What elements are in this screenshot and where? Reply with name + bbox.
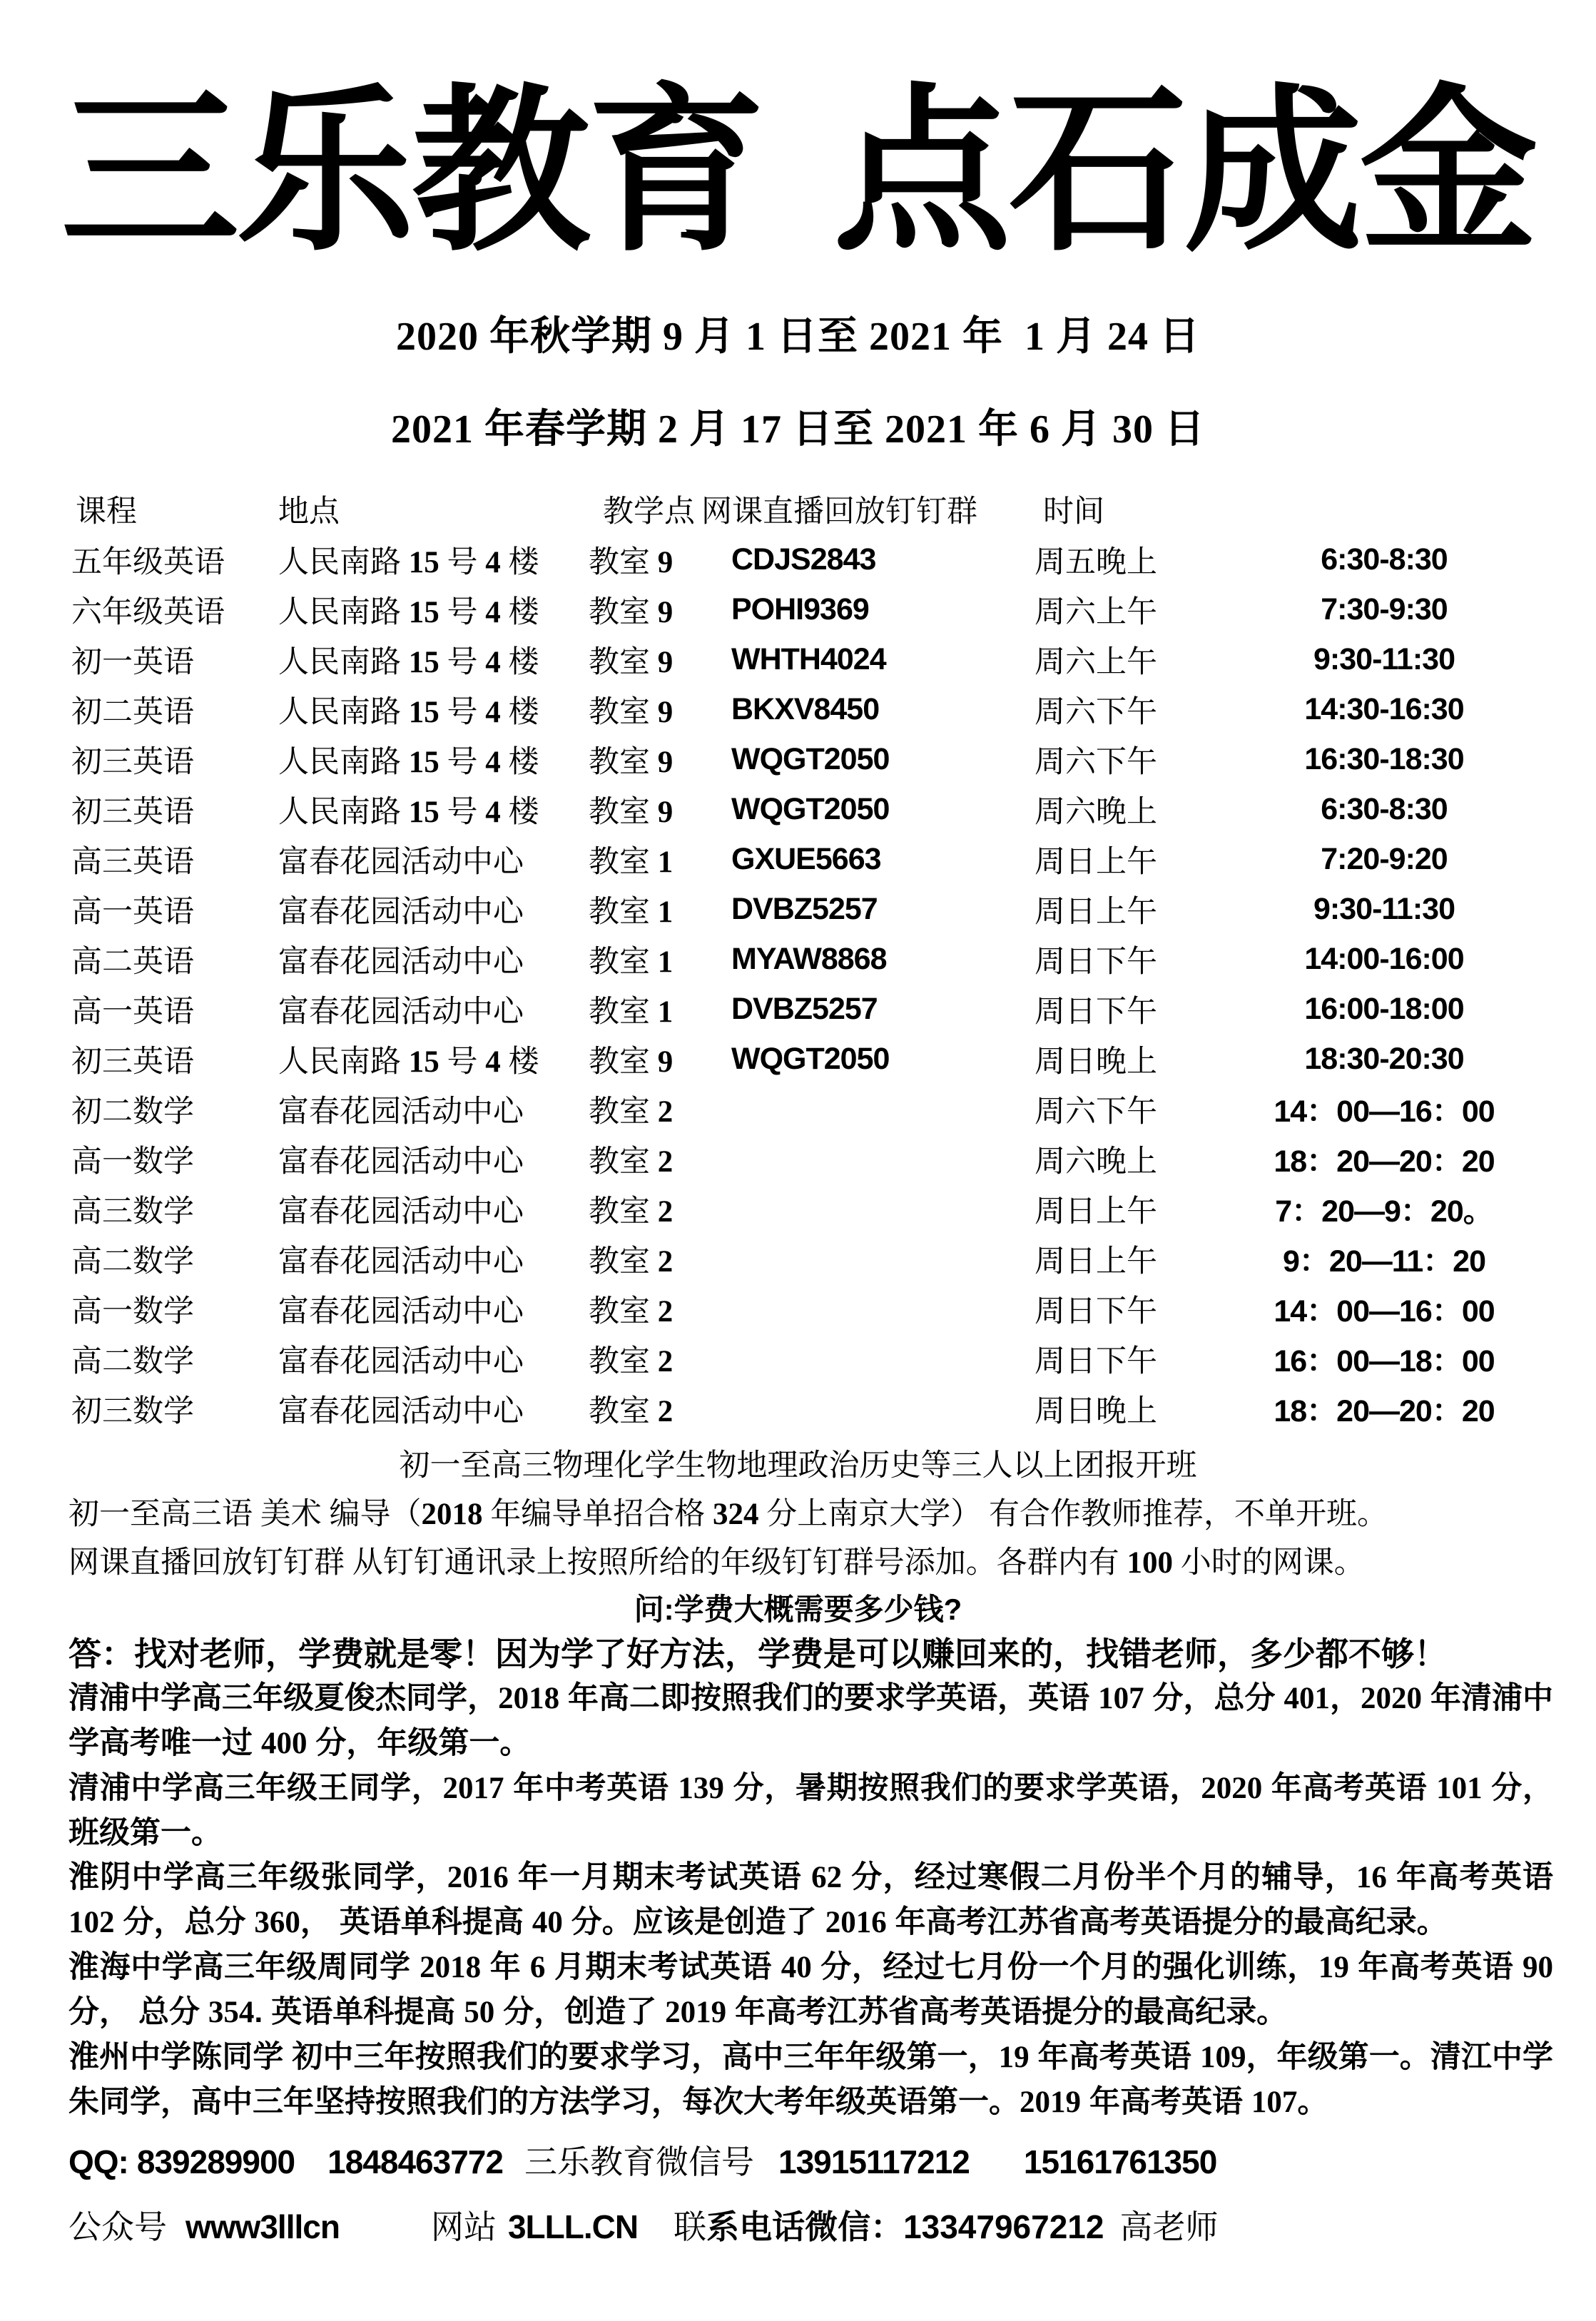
schedule-row xyxy=(71,1134,1596,1184)
time-cell: 14:00-16:00 xyxy=(1304,941,1464,976)
time-cell: 14:30-16:30 xyxy=(1304,691,1464,726)
schedule-row xyxy=(71,1184,1596,1234)
schedule-row xyxy=(71,734,1596,784)
semester-date-fall: 2020 年秋学期 9 月 1 日至 2021 年 1 月 24 日 xyxy=(396,315,1200,359)
room-cell: 教室 1 xyxy=(589,995,674,1029)
time-cell: 9：20—11：20 xyxy=(1282,1244,1486,1279)
dingtalk-group-cell: DVBZ5257 xyxy=(731,891,878,926)
day-cell: 周日上午 xyxy=(1035,895,1157,929)
website-value: 3LLL.CN xyxy=(507,2208,639,2245)
wechat-number-1: 13915117212 xyxy=(778,2143,970,2180)
location-cell: 富春花园活动中心 xyxy=(278,1095,524,1129)
schedule-row xyxy=(71,1084,1596,1134)
room-cell: 教室 2 xyxy=(589,1294,674,1329)
location-cell: 人民南路 15 号 4 楼 xyxy=(278,645,539,679)
schedule-row xyxy=(71,984,1596,1034)
day-cell: 周日晚上 xyxy=(1035,1045,1157,1079)
dingtalk-group-cell: POHI9369 xyxy=(731,591,869,626)
official-account-value: www3lllcn xyxy=(185,2208,340,2245)
time-cell: 16：00—18：00 xyxy=(1274,1344,1495,1378)
location-cell: 人民南路 15 号 4 楼 xyxy=(278,1045,539,1079)
testimonial-xiajunjie: 清浦中学高三年级夏俊杰同学，2018 年高二即按照我们的要求学英语，英语 107 分，总分 401，2020 年清浦中学高考唯一过 400 分，年级第一。 xyxy=(68,1681,1553,1760)
course-cell: 五年级英语 xyxy=(71,545,225,579)
time-cell: 16:00-18:00 xyxy=(1304,991,1464,1026)
course-cell: 高二数学 xyxy=(71,1244,194,1279)
room-cell: 教室 2 xyxy=(589,1394,674,1428)
dingtalk-group-cell: MYAW8868 xyxy=(731,941,887,976)
wechat-label: 三乐教育微信号 xyxy=(524,2144,754,2180)
schedule-row xyxy=(71,1334,1596,1383)
art-course-note: 初一至高三语 美术 编导（2018 年编导单招合格 324 分上南京大学） 有合作教师推荐，不单开班。 xyxy=(68,1498,1388,1531)
room-cell: 教室 9 xyxy=(589,545,674,579)
class-schedule-table xyxy=(71,483,1596,1433)
room-cell: 教室 2 xyxy=(589,1194,674,1229)
official-account-label: 公众号 xyxy=(68,2209,167,2245)
course-cell: 初一英语 xyxy=(71,645,194,679)
time-cell: 18:30-20:30 xyxy=(1304,1041,1464,1076)
testimonial-zhang: 淮阴中学高三年级张同学，2016 年一月期末考试英语 62 分，经过寒假二月份半个月的辅导，16 年高考英语 102 分，总分 360， 英语单科提高 40 分。应该是创造了 2016 年高考江苏省高考英语提分的最高纪录。 xyxy=(68,1860,1553,1939)
header-location: 地点 xyxy=(278,494,340,529)
time-cell: 9:30-11:30 xyxy=(1313,641,1455,676)
day-cell: 周六下午 xyxy=(1035,695,1157,729)
day-cell: 周日下午 xyxy=(1035,1344,1157,1378)
schedule-row xyxy=(71,1383,1596,1433)
schedule-header-row xyxy=(71,483,1596,534)
room-cell: 教室 1 xyxy=(589,895,674,929)
header-teaching-point: 教学点 xyxy=(603,494,695,529)
contact-line-qq-wechat xyxy=(68,2135,1596,2190)
location-cell: 人民南路 15 号 4 楼 xyxy=(278,545,539,579)
day-cell: 周六下午 xyxy=(1035,1095,1157,1129)
day-cell: 周六晚上 xyxy=(1035,1144,1157,1179)
schedule-row xyxy=(71,634,1596,684)
room-cell: 教室 2 xyxy=(589,1344,674,1378)
room-cell: 教室 9 xyxy=(589,1045,674,1079)
course-cell: 高二数学 xyxy=(71,1344,194,1378)
schedule-row xyxy=(71,1234,1596,1284)
schedule-row xyxy=(71,684,1596,734)
time-cell: 14：00—16：00 xyxy=(1274,1294,1495,1329)
course-cell: 初二英语 xyxy=(71,695,194,729)
schedule-row xyxy=(71,584,1596,634)
location-cell: 人民南路 15 号 4 楼 xyxy=(278,595,539,629)
header-dingtalk-group: 网课直播回放钉钉群 xyxy=(701,494,977,529)
room-cell: 教室 9 xyxy=(589,645,674,679)
day-cell: 周日下午 xyxy=(1035,995,1157,1029)
testimonial-zhou: 淮海中学高三年级周同学 2018 年 6 月期末考试英语 40 分，经过七月份一个月的强化训练，19 年高考英语 90 分， 总分 354. 英语单科提高 50 分，创造了 2019 年高考江苏省高考英语提分的最高纪录。 xyxy=(68,1950,1553,2029)
location-cell: 人民南路 15 号 4 楼 xyxy=(278,795,539,829)
day-cell: 周日上午 xyxy=(1035,845,1157,879)
contact-line-web-phone xyxy=(68,2200,1596,2255)
time-cell: 18：20—20：20 xyxy=(1274,1393,1495,1428)
schedule-row xyxy=(71,834,1596,884)
testimonial-chen-zhu: 淮州中学陈同学 初中三年按照我们的要求学习，高中三年年级第一，19 年高考英语 109，年级第一。清江中学朱同学，高中三年坚持按照我们的方法学习，每次大考年级英语第一。2019 年高考英语 107。 xyxy=(68,2040,1553,2119)
location-cell: 人民南路 15 号 4 楼 xyxy=(278,695,539,729)
phone-wechat-contact: 联系电话微信：13347967212 xyxy=(674,2208,1104,2245)
dingtalk-group-cell: WHTH4024 xyxy=(731,641,886,676)
day-cell: 周六上午 xyxy=(1035,645,1157,679)
qq-number-1: 839289900 xyxy=(136,2143,295,2180)
course-cell: 高一数学 xyxy=(71,1294,194,1329)
schedule-row xyxy=(71,784,1596,834)
header-time: 时间 xyxy=(1043,494,1104,529)
location-cell: 富春花园活动中心 xyxy=(278,1144,524,1179)
schedule-row xyxy=(71,534,1596,584)
day-cell: 周六上午 xyxy=(1035,595,1157,629)
course-cell: 初二数学 xyxy=(71,1095,194,1129)
room-cell: 教室 1 xyxy=(589,945,674,979)
dingtalk-group-cell: WQGT2050 xyxy=(731,741,890,776)
location-cell: 富春花园活动中心 xyxy=(278,1394,524,1428)
time-cell: 6:30-8:30 xyxy=(1321,542,1448,577)
schedule-row xyxy=(71,934,1596,984)
course-cell: 初三英语 xyxy=(71,1045,194,1079)
time-cell: 7:30-9:30 xyxy=(1321,591,1448,626)
room-cell: 教室 9 xyxy=(589,745,674,779)
time-cell: 7：20—9：20。 xyxy=(1275,1194,1493,1229)
course-cell: 初三数学 xyxy=(71,1394,194,1428)
testimonial-wang: 清浦中学高三年级王同学，2017 年中考英语 139 分，暑期按照我们的要求学英语，2020 年高考英语 101 分，班级第一。 xyxy=(68,1771,1553,1850)
time-cell: 16:30-18:30 xyxy=(1304,741,1464,776)
semester-date-spring: 2021 年春学期 2 月 17 日至 2021 年 6 月 30 日 xyxy=(391,407,1205,452)
location-cell: 富春花园活动中心 xyxy=(278,995,524,1029)
teacher-name: 高老师 xyxy=(1119,2209,1219,2245)
schedule-row xyxy=(71,1034,1596,1084)
day-cell: 周日上午 xyxy=(1035,1244,1157,1279)
qq-label: QQ: xyxy=(68,2143,128,2180)
day-cell: 周日下午 xyxy=(1035,945,1157,979)
day-cell: 周六下午 xyxy=(1035,745,1157,779)
room-cell: 教室 9 xyxy=(589,595,674,629)
day-cell: 周六晚上 xyxy=(1035,795,1157,829)
location-cell: 富春花园活动中心 xyxy=(278,895,524,929)
time-cell: 9:30-11:30 xyxy=(1313,891,1455,926)
room-cell: 教室 9 xyxy=(589,695,674,729)
time-cell: 18：20—20：20 xyxy=(1274,1144,1495,1179)
room-cell: 教室 9 xyxy=(589,795,674,829)
location-cell: 富春花园活动中心 xyxy=(278,1244,524,1279)
day-cell: 周日下午 xyxy=(1035,1294,1157,1329)
qq-number-2: 1848463772 xyxy=(327,2143,503,2180)
course-cell: 高三数学 xyxy=(71,1194,194,1229)
location-cell: 富春花园活动中心 xyxy=(278,1294,524,1329)
room-cell: 教室 2 xyxy=(589,1244,674,1279)
room-cell: 教室 2 xyxy=(589,1095,674,1129)
dingtalk-group-cell: WQGT2050 xyxy=(731,791,890,826)
course-cell: 高二英语 xyxy=(71,945,194,979)
schedule-row xyxy=(71,884,1596,934)
time-cell: 14：00—16：00 xyxy=(1274,1094,1495,1129)
location-cell: 富春花园活动中心 xyxy=(278,945,524,979)
schedule-row xyxy=(71,1284,1596,1334)
course-cell: 高一数学 xyxy=(71,1144,194,1179)
group-enroll-note: 初一至高三物理化学生物地理政治历史等三人以上团报开班 xyxy=(399,1449,1197,1483)
location-cell: 富春花园活动中心 xyxy=(278,1344,524,1378)
online-course-note: 网课直播回放钉钉群 从钉钉通讯录上按照所给的年级钉钉群号添加。各群内有 100 小时的网课。 xyxy=(68,1546,1365,1580)
schedule-body xyxy=(71,534,1596,1433)
page-title: 三乐教育 点石成金 xyxy=(61,75,1535,273)
dingtalk-group-cell: WQGT2050 xyxy=(731,1041,890,1076)
testimonial-list xyxy=(68,1676,1553,2125)
location-cell: 富春花园活动中心 xyxy=(278,1194,524,1229)
course-cell: 高一英语 xyxy=(71,895,194,929)
dingtalk-group-cell: DVBZ5257 xyxy=(731,991,878,1026)
day-cell: 周日晚上 xyxy=(1035,1394,1157,1428)
time-cell: 6:30-8:30 xyxy=(1321,791,1448,826)
course-cell: 初三英语 xyxy=(71,795,194,829)
location-cell: 富春花园活动中心 xyxy=(278,845,524,879)
dingtalk-group-cell: BKXV8450 xyxy=(731,691,880,726)
tuition-question: 问:学费大概需要多少钱? xyxy=(634,1593,962,1626)
flyer-page xyxy=(0,61,1596,2321)
day-cell: 周日上午 xyxy=(1035,1194,1157,1229)
course-cell: 六年级英语 xyxy=(71,595,225,629)
location-cell: 人民南路 15 号 4 楼 xyxy=(278,745,539,779)
tuition-answer: 答：找对老师，学费就是零！因为学了好方法，学费是可以赚回来的，找错老师，多少都不够！ xyxy=(68,1635,1447,1672)
course-cell: 初三英语 xyxy=(71,745,194,779)
time-cell: 7:20-9:20 xyxy=(1321,841,1448,876)
day-cell: 周五晚上 xyxy=(1035,545,1157,579)
room-cell: 教室 1 xyxy=(589,845,674,879)
room-cell: 教室 2 xyxy=(589,1144,674,1179)
course-cell: 高三英语 xyxy=(71,845,194,879)
course-cell: 高一英语 xyxy=(71,995,194,1029)
dingtalk-group-cell: GXUE5663 xyxy=(731,841,881,876)
header-course: 课程 xyxy=(76,494,137,529)
website-label: 网站 xyxy=(430,2209,497,2245)
wechat-number-2: 15161761350 xyxy=(1023,2143,1217,2180)
dingtalk-group-cell: CDJS2843 xyxy=(731,542,876,577)
